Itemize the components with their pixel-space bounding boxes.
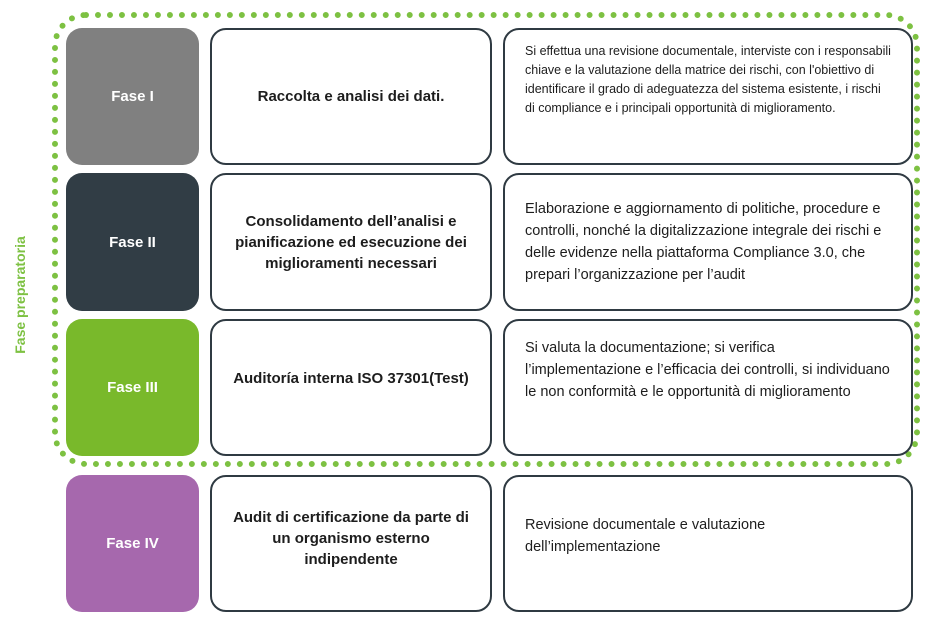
phase-1-title-box [210, 28, 492, 165]
phase-2-title: Consolidamento dell’analisi e pianificazione ed esecuzione dei miglioramenti necessari [235, 212, 467, 272]
phase-2-label: Fase II [109, 233, 156, 251]
phase-3-label: Fase III [107, 379, 158, 396]
phase-1-title: Raccolta e analisi dei dati. [257, 88, 445, 105]
phase-2-description: Elaborazione e aggiornamento di politiche, procedure e controlli, nonché la digitalizzazione integrale dei rischi e delle evidenze nella piattaforma Compliance 3.0, che prepari l’organizzazione per l’audit [525, 201, 882, 283]
preparatory-phase-label [5, 195, 35, 395]
phase-4-description-box [503, 475, 913, 612]
phase-1-box [66, 28, 199, 165]
phase-4-title: Audit di certificazione da parte di un organismo esterno indipendente [233, 509, 469, 568]
phase-1-label: Fase I [111, 88, 154, 105]
phase-1-description: Si effettua una revisione documentale, interviste con i responsabili chiave e la valutazione della matrice dei rischi, con l'obiettivo di identificare il grado di adeguatezza del sistema esistente, i rischi di compliance e i principali opportunità di miglioramento. [525, 44, 891, 115]
preparatory-phase-label-text: Fase preparatoria [12, 236, 28, 354]
phase-2-title-box [210, 173, 492, 311]
phase-3-box [66, 319, 199, 456]
phase-4-box [66, 475, 199, 612]
phase-2-description-box [503, 173, 913, 311]
phase-3-title: Auditoría interna ISO 37301(Test) [233, 370, 469, 387]
phase-2-box [66, 173, 199, 311]
phase-3-description-box [503, 319, 913, 456]
phase-4-title-box [210, 475, 492, 612]
phase-1-description-box [503, 28, 913, 165]
phase-4-label: Fase IV [106, 535, 159, 552]
phase-3-description: Si valuta la documentazione; si verifica l’implementazione e l’efficacia dei controlli, si individuano le non conformità e le opportunità di miglioramento [525, 340, 890, 400]
phase-4-description: Revisione documentale e valutazione dell’implementazione [525, 516, 766, 555]
phase-3-title-box [210, 319, 492, 456]
